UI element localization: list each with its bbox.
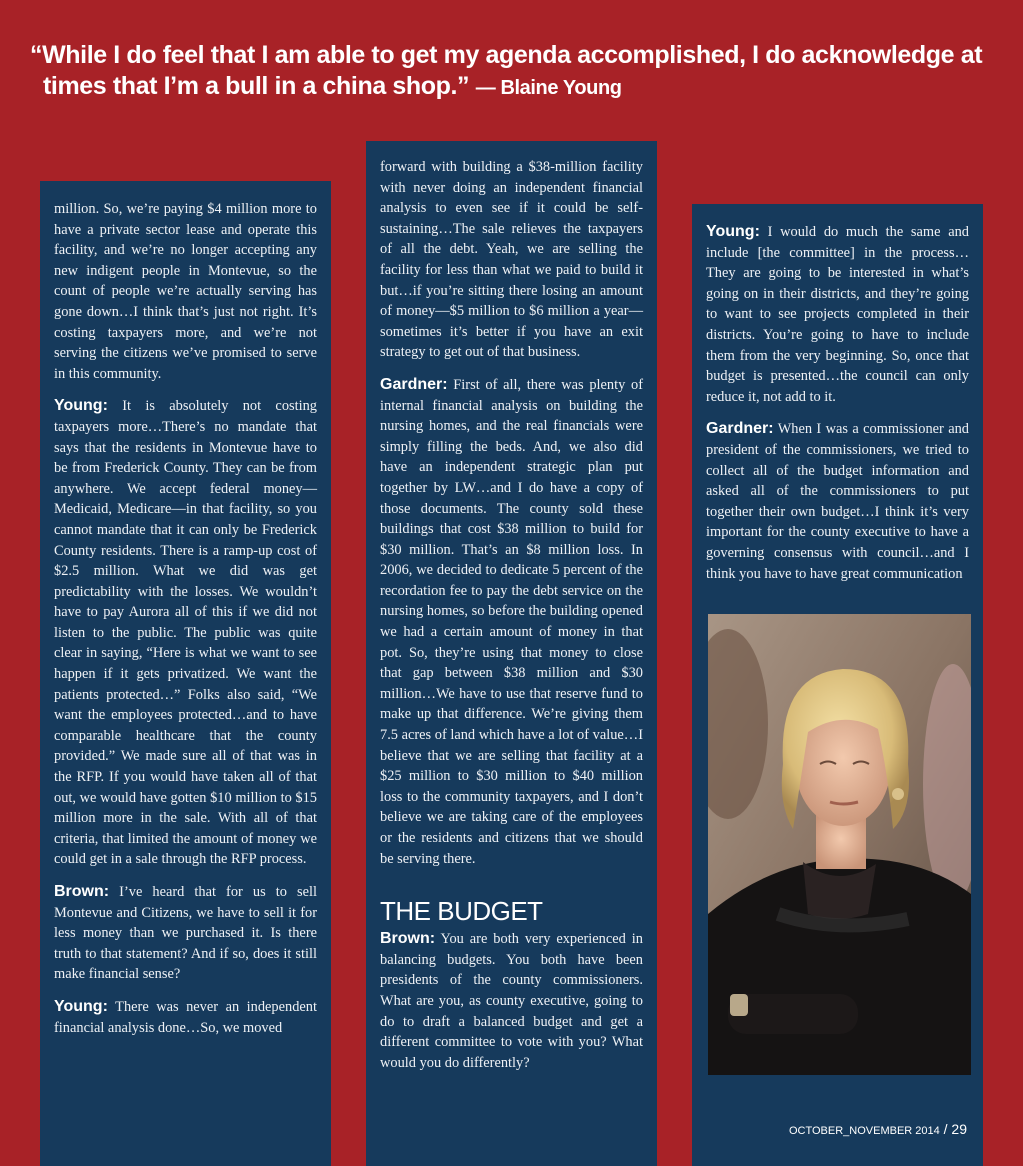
- pull-quote-line-2-wrap: [30, 71, 1000, 104]
- paragraph-text: You are both very experienced in balancing budgets. You both have been presidents of the county commissioners. What are you, as county executive, going to do to draft a balanced budget and get a different committee to vote with you? What would you do differently?: [380, 931, 643, 1071]
- speaker-label: Young:: [54, 997, 108, 1015]
- speaker-label: Young:: [54, 397, 108, 415]
- section-heading: THE BUDGET: [380, 896, 543, 927]
- paragraph-text: I’ve heard that for us to sell Montevue and Citizens, we have to sell it for less money than we purchased it. Is there truth to that statement? And if so, does it still make financial sense?: [54, 884, 317, 983]
- speaker-label: Brown:: [380, 930, 436, 948]
- portrait-illustration: [708, 614, 971, 1075]
- paragraph: [706, 419, 969, 584]
- speaker-label: Brown:: [54, 883, 110, 900]
- paragraph: million. So, we’re paying $4 million more to have a private sector lease and operate this facility, and we’re no longer accepting any new indigent people in Montevue, so the count of people we’re actually serving has gone down…I think that’s just not right. It’s costing taxpayers more, and we’re not serving the citizens we’ve promised to serve in this community.: [54, 201, 317, 382]
- paragraph-text: There was never an independent financial analysis done…So, we moved: [54, 998, 317, 1036]
- speaker-label: Gardner:: [380, 375, 448, 393]
- paragraph-text: When I was a commissioner and president of the commissioners, we tried to collect all of the budget information and asked all of the commissioners to put together their own budget…I think it’s very important for the county executive to have a governing consensus with council…and I think you have to have great communication: [706, 421, 969, 582]
- page-footer: [789, 1121, 967, 1137]
- paragraph: [54, 997, 317, 1038]
- pull-quote-attribution: — Blaine Young: [475, 77, 622, 99]
- portrait-photo: [708, 614, 971, 1075]
- paragraph: [54, 882, 317, 985]
- issue-date: OCTOBER_NOVEMBER 2014: [788, 1125, 940, 1137]
- paragraph: [380, 375, 643, 869]
- speaker-label: Young:: [706, 223, 760, 240]
- paragraph: forward with building a $38-million facility with never doing an independent financial analysis to even see if it could be self-sustaining…The sale relieves the taxpayers of all the debt. Yeah, we are selling the facility for less than what we paid to build it but…if you’re sitting there losing an amount of money—$5 million to $6 million a year—sometimes it’s better if you have an exit strategy to get out of that business.: [380, 159, 643, 361]
- paragraph: [706, 222, 969, 407]
- paragraph: [380, 929, 643, 1073]
- paragraph-text: I would do much the same and include [the committee] in the process…They are going to be interested in what’s going on in their districts, and they’re going to want to see projects completed in their districts. You’re going to have to include them from the very beginning. So, once that budget is presented…the council can only reduce it, not add to it.: [706, 224, 969, 405]
- article-column-1: [40, 181, 331, 1166]
- pull-quote-line-2: times that I’m a bull in a china shop.”: [43, 72, 470, 100]
- paragraph-text: First of all, there was plenty of internal financial analysis on building the nursing homes, and the real financials were simply filling the beds. And, we also did have an independent strategic plan put together by LW…and I do have a copy of those documents. The county sold these buildings that cost $38 million to build for $30 million. That’s an $8 million loss. In 2006, we decided to dedicate 5 percent of the recordation fee to pay the debt service on the nursing homes, so before the building opened we had a certain amount of money in that pot. So, they’re using that money to close that gap between $38 million and $30 million…We have to use that reserve fund to make up that difference. We’re giving them 7.5 acres of land which have a lot of value…I believe that we are selling that facility at a $25 million to $30 million to $40 million loss to the community taxpayers, and I don’t believe we are taking care of the employees or the residents and citizens that we should be serving there.: [380, 376, 643, 867]
- speaker-label: Gardner:: [706, 420, 774, 438]
- pull-quote: [30, 40, 1000, 104]
- pull-quote-line-1: “While I do feel that I am able to get my agenda accomplished, I do acknowledge at: [30, 41, 983, 69]
- folio-separator: /: [939, 1121, 952, 1137]
- article-column-2: [366, 141, 657, 1166]
- paragraph: [54, 396, 317, 870]
- page-number: 29: [951, 1121, 967, 1137]
- paragraph-text: It is absolutely not costing taxpayers more…There’s no mandate that says that the residents in Montevue have to be from Frederick County. They can be from anywhere. We accept federal money—Medicaid, Medicare—in that facility, so you cannot mandate that it can only be Frederick County residents. There is a ramp-up cost of $2.5 million. What we did was get predictability with the losses. We wouldn’t have to pay Aurora all of this if we did not listen to the public. The public was quite clear in saying, “Here is what we want to see happen if it gets privatized. We want the patients protected…” Folks also said, “We want the employees protected…and to have comparable healthcare that the county provided.” We made sure all of that was in the RFP. If you would have taken all of that out, we would have gotten $10 million to $15 million more in the sale. With all of that criteria, that limited the amount of money we could get in a sale through the RFP process.: [54, 398, 317, 868]
